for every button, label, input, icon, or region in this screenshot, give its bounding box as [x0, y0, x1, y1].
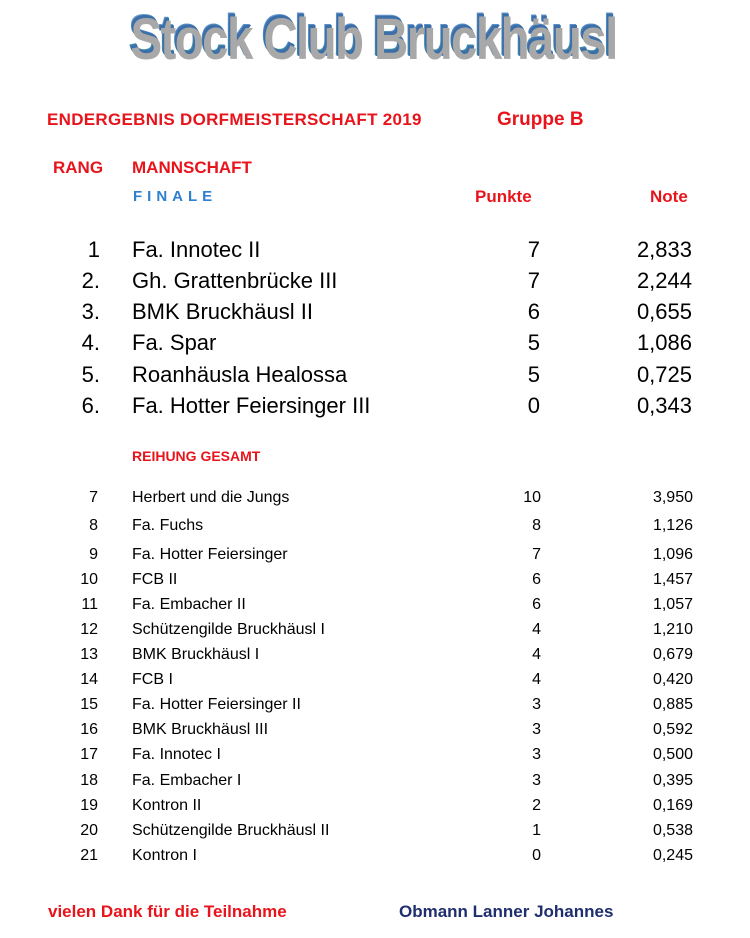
- points-cell: 5: [527, 330, 540, 355]
- column-header-rang: RANG: [53, 158, 104, 177]
- team-cell: Fa. Fuchs: [132, 517, 204, 534]
- finale-row: [0, 393, 750, 424]
- team-cell: Schützengilde Bruckhäusl II: [132, 822, 330, 839]
- points-cell: 8: [532, 517, 541, 534]
- team-cell: Gh. Grattenbrücke III: [132, 268, 338, 293]
- rank-cell: 2.: [81, 268, 100, 293]
- team-cell: Kontron II: [132, 797, 202, 814]
- gesamt-row: [0, 489, 750, 514]
- finale-row: [0, 330, 750, 361]
- note-cell: 1,457: [652, 571, 693, 588]
- team-cell: BMK Bruckhäusl III: [132, 721, 269, 738]
- rank-cell: 4.: [81, 330, 100, 355]
- note-cell: 0,169: [652, 797, 693, 814]
- points-cell: 2: [532, 797, 541, 814]
- note-cell: 1,086: [636, 330, 692, 355]
- rank-cell: 12: [80, 621, 98, 638]
- column-header-mannschaft: MANNSCHAFT: [132, 158, 252, 177]
- team-cell: Kontron I: [132, 847, 197, 864]
- points-cell: 3: [532, 772, 541, 789]
- points-cell: 7: [527, 237, 540, 262]
- team-cell: Fa. Embacher II: [132, 596, 246, 613]
- rank-cell: 1: [87, 237, 100, 262]
- gesamt-row: [0, 797, 750, 822]
- column-header-note: Note: [650, 187, 688, 206]
- footer-signature: Obmann Lanner Johannes: [399, 902, 614, 921]
- team-cell: Fa. Hotter Feiersinger III: [132, 393, 371, 418]
- points-cell: 0: [527, 393, 540, 418]
- group-label: Gruppe B: [497, 109, 584, 130]
- rank-cell: 6.: [81, 393, 100, 418]
- finale-row: [0, 362, 750, 393]
- gesamt-row: [0, 772, 750, 797]
- team-cell: Fa. Embacher I: [132, 772, 242, 789]
- rank-cell: 7: [89, 489, 98, 506]
- gesamt-row: [0, 546, 750, 571]
- note-cell: 0,885: [652, 696, 693, 713]
- points-cell: 4: [532, 646, 541, 663]
- finale-label: FINALE: [133, 188, 218, 205]
- points-cell: 3: [532, 746, 541, 763]
- team-cell: Schützengilde Bruckhäusl I: [132, 621, 325, 638]
- note-cell: 1,126: [652, 517, 693, 534]
- team-cell: Fa. Spar: [132, 330, 217, 355]
- team-cell: Fa. Innotec II: [132, 237, 261, 262]
- note-cell: 0,725: [636, 362, 692, 387]
- points-cell: 4: [532, 621, 541, 638]
- rank-cell: 5.: [81, 362, 100, 387]
- note-cell: 0,395: [652, 772, 693, 789]
- note-cell: 0,655: [636, 299, 692, 324]
- points-cell: 5: [527, 362, 540, 387]
- team-cell: FCB II: [132, 571, 178, 588]
- gesamt-row: [0, 822, 750, 847]
- points-cell: 3: [532, 721, 541, 738]
- rank-cell: 9: [89, 546, 98, 563]
- note-cell: 0,245: [652, 847, 693, 864]
- rank-cell: 11: [81, 596, 98, 613]
- note-cell: 0,592: [652, 721, 693, 738]
- points-cell: 7: [532, 546, 541, 563]
- footer-thanks: vielen Dank für die Teilnahme: [48, 902, 287, 921]
- team-cell: Fa. Hotter Feiersinger II: [132, 696, 301, 713]
- team-cell: Fa. Hotter Feiersinger: [132, 546, 288, 563]
- club-logo: [128, 2, 614, 69]
- rank-cell: 15: [80, 696, 98, 713]
- rank-cell: 10: [80, 571, 98, 588]
- rank-cell: 21: [80, 847, 98, 864]
- rank-cell: 19: [80, 797, 98, 814]
- finale-row: [0, 299, 750, 330]
- points-cell: 0: [532, 847, 541, 864]
- column-header-punkte: Punkte: [475, 187, 532, 206]
- note-cell: 0,538: [652, 822, 693, 839]
- team-cell: BMK Bruckhäusl I: [132, 646, 260, 663]
- gesamt-row: [0, 721, 750, 746]
- finale-row: [0, 237, 750, 268]
- finale-row: [0, 268, 750, 299]
- note-cell: 0,420: [652, 671, 693, 688]
- gesamt-row: [0, 621, 750, 646]
- gesamt-row: [0, 847, 750, 872]
- points-cell: 7: [527, 268, 540, 293]
- gesamt-row: [0, 671, 750, 696]
- note-cell: 0,343: [636, 393, 692, 418]
- rank-cell: 17: [80, 746, 98, 763]
- note-cell: 1,057: [652, 596, 693, 613]
- gesamt-row: [0, 696, 750, 721]
- note-cell: 2,833: [636, 237, 692, 262]
- rank-cell: 3.: [81, 299, 100, 324]
- gesamt-row: [0, 517, 750, 542]
- team-cell: BMK Bruckhäusl II: [132, 299, 313, 324]
- gesamt-row: [0, 571, 750, 596]
- note-cell: 1,210: [652, 621, 693, 638]
- note-cell: 2,244: [636, 268, 692, 293]
- points-cell: 6: [532, 596, 541, 613]
- team-cell: Roanhäusla Healossa: [132, 362, 348, 387]
- points-cell: 3: [532, 696, 541, 713]
- page-subtitle: ENDERGEBNIS DORFMEISTERSCHAFT 2019: [47, 110, 422, 129]
- team-cell: Fa. Innotec I: [132, 746, 221, 763]
- note-cell: 3,950: [652, 489, 693, 506]
- rank-cell: 13: [80, 646, 98, 663]
- team-cell: FCB I: [132, 671, 173, 688]
- points-cell: 10: [523, 489, 541, 506]
- section-title-reihung-gesamt: REIHUNG GESAMT: [132, 448, 261, 464]
- note-cell: 1,096: [652, 546, 693, 563]
- gesamt-row: [0, 646, 750, 671]
- rank-cell: 8: [89, 517, 98, 534]
- club-logo-text: Stock Club Bruckhäusl: [128, 3, 615, 68]
- gesamt-row: [0, 596, 750, 621]
- rank-cell: 14: [80, 671, 98, 688]
- points-cell: 6: [532, 571, 541, 588]
- points-cell: 1: [532, 822, 541, 839]
- points-cell: 4: [532, 671, 541, 688]
- note-cell: 0,500: [652, 746, 693, 763]
- points-cell: 6: [527, 299, 540, 324]
- rank-cell: 16: [80, 721, 98, 738]
- gesamt-row: [0, 746, 750, 771]
- rank-cell: 18: [80, 772, 98, 789]
- rank-cell: 20: [80, 822, 98, 839]
- team-cell: Herbert und die Jungs: [132, 489, 290, 506]
- note-cell: 0,679: [652, 646, 693, 663]
